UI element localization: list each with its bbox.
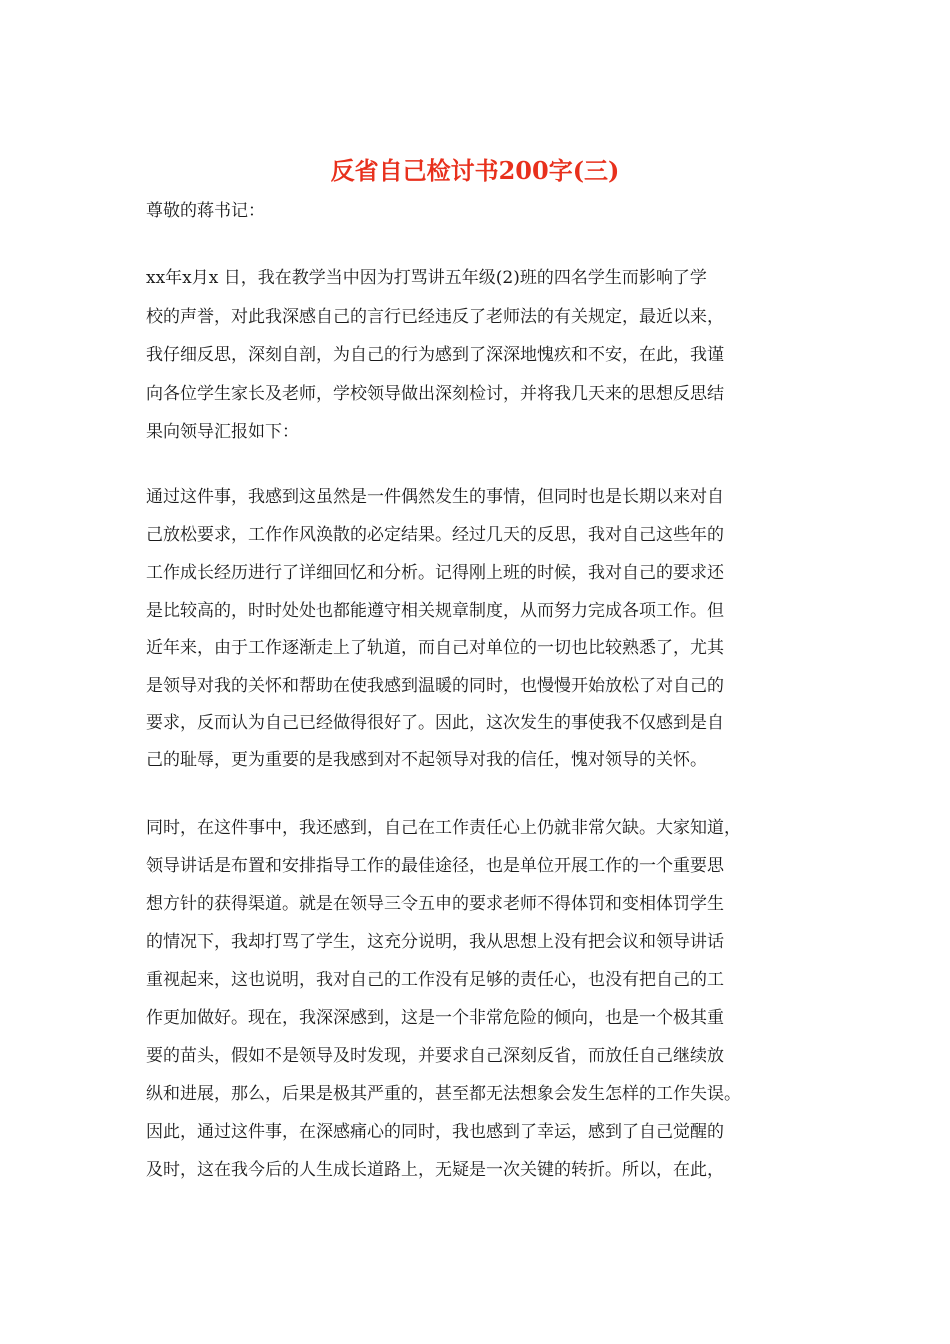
paragraph-3-line: 因此，通过这件事，在深感痛心的同时，我也感到了幸运，感到了自己觉醒的 [146, 1122, 724, 1142]
paragraph-3-line: 重视起来，这也说明，我对自己的工作没有足够的责任心，也没有把自己的工 [146, 970, 724, 990]
paragraph-2-line: 工作成长经历进行了详细回忆和分析。记得刚上班的时候，我对自己的要求还 [146, 563, 724, 583]
paragraph-3-line: 的情况下，我却打骂了学生，这充分说明，我从思想上没有把会议和领导讲话 [146, 932, 724, 952]
paragraph-2-line: 近年来，由于工作逐渐走上了轨道，而自己对单位的一切也比较熟悉了，尤其 [146, 638, 724, 658]
paragraph-1-line: 向各位学生家长及老师，学校领导做出深刻检讨，并将我几天来的思想反思结 [146, 384, 724, 404]
paragraph-2-line: 通过这件事，我感到这虽然是一件偶然发生的事情，但同时也是长期以来对自 [146, 487, 724, 507]
paragraph-3-line: 及时，这在我今后的人生成长道路上，无疑是一次关键的转折。所以，在此， [146, 1160, 724, 1180]
paragraph-2-line: 是领导对我的关怀和帮助在使我感到温暖的同时，也慢慢开始放松了对自己的 [146, 676, 724, 696]
paragraph-2-line: 己的耻辱，更为重要的是我感到对不起领导对我的信任，愧对领导的关怀。 [146, 750, 707, 770]
salutation: 尊敬的蒋书记： [146, 201, 265, 221]
paragraph-2-line: 己放松要求，工作作风涣散的必定结果。经过几天的反思，我对自己这些年的 [146, 525, 724, 545]
document-title: 反省自己检讨书200字(三) [330, 156, 620, 185]
paragraph-3-line: 想方针的获得渠道。就是在领导三令五申的要求老师不得体罚和变相体罚学生 [146, 894, 724, 914]
paragraph-2-line: 是比较高的，时时处处也都能遵守相关规章制度，从而努力完成各项工作。但 [146, 601, 724, 621]
paragraph-3-line: 纵和进展，那么，后果是极其严重的，甚至都无法想象会发生怎样的工作失误。 [146, 1084, 741, 1104]
paragraph-1-line: xx年x月x 日，我在教学当中因为打骂讲五年级(2)班的四名学生而影响了学 [146, 268, 707, 288]
paragraph-3-line: 领导讲话是布置和安排指导工作的最佳途径，也是单位开展工作的一个重要思 [146, 856, 724, 876]
paragraph-3-line: 作更加做好。现在，我深深感到，这是一个非常危险的倾向，也是一个极其重 [146, 1008, 724, 1028]
paragraph-3-line: 要的苗头，假如不是领导及时发现，并要求自己深刻反省，而放任自己继续放 [146, 1046, 724, 1066]
paragraph-3-line: 同时，在这件事中，我还感到，自己在工作责任心上仍就非常欠缺。大家知道， [146, 818, 741, 838]
paragraph-1-line: 我仔细反思，深刻自剖，为自己的行为感到了深深地愧疚和不安，在此，我谨 [146, 345, 724, 365]
paragraph-1-line: 果向领导汇报如下： [146, 422, 299, 442]
paragraph-2-line: 要求，反而认为自己已经做得很好了。因此，这次发生的事使我不仅感到是自 [146, 713, 724, 733]
paragraph-1-line: 校的声誉，对此我深感自己的言行已经违反了老师法的有关规定，最近以来， [146, 307, 724, 327]
